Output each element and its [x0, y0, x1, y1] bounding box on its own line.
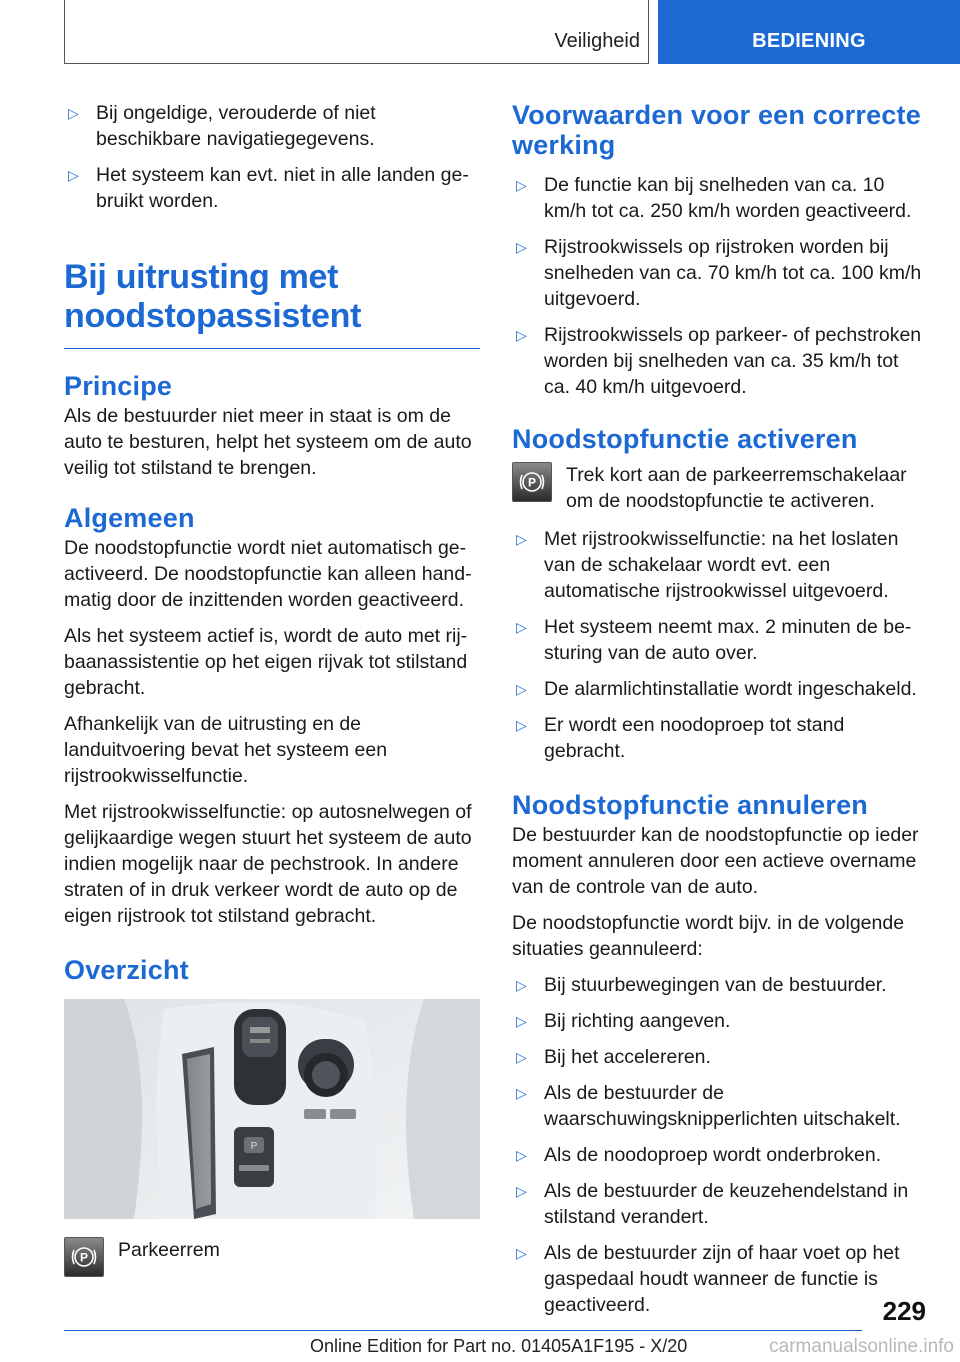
bullet-item: ▷ Bij het accelereren. [512, 1044, 928, 1070]
bullet-item: ▷ Het systeem neemt max. 2 minuten de besturing van de auto over. [512, 614, 928, 666]
activation-instruction [512, 462, 928, 514]
triangle-bullet-icon: ▷ [516, 1147, 527, 1163]
annuleren-paragraph: De bestuurder kan de noodstopfunctie op ieder moment annuleren door een actieve overname van de controle van de auto. [512, 824, 919, 898]
page-number: 229 [882, 1296, 926, 1326]
header-chapter-tab: BEDIENING [658, 0, 960, 64]
parking-brake-label: Parkeerrem [118, 1239, 220, 1261]
svg-text:P: P [527, 475, 537, 490]
triangle-bullet-icon: ▷ [516, 1049, 527, 1065]
watermark: carmanualsonline.info [769, 1336, 954, 1357]
triangle-bullet-icon: ▷ [516, 531, 527, 547]
triangle-bullet-icon: ▷ [68, 167, 79, 183]
footer-divider [64, 1330, 862, 1331]
triangle-bullet-icon: ▷ [516, 177, 527, 193]
algemeen-paragraph: Afhankelijk van de uitrusting en de landuitvoering bevat het systeem een rijstrookwisselfunctie. [64, 713, 388, 787]
svg-text:P: P [79, 1250, 89, 1265]
triangle-bullet-icon: ▷ [516, 619, 527, 635]
triangle-bullet-icon: ▷ [68, 105, 79, 121]
triangle-bullet-icon: ▷ [516, 239, 527, 255]
center-console-photo [64, 999, 480, 1219]
bullet-item: ▷ Als de bestuurder de waarschuwingsknipperlichten uitschakelt. [512, 1080, 928, 1132]
triangle-bullet-icon: ▷ [516, 1085, 527, 1101]
bullet-item: ▷ Als de bestuurder de keuzehendelstand in stilstand verandert. [512, 1178, 928, 1230]
triangle-bullet-icon: ▷ [516, 1245, 527, 1261]
svg-text:P: P [250, 1141, 258, 1152]
parking-brake-icon [64, 1237, 104, 1277]
triangle-bullet-icon: ▷ [516, 717, 527, 733]
heading-algemeen: Algemeen [64, 503, 195, 533]
heading-activeren: Noodstopfunctie activeren [512, 424, 858, 454]
heading-voorwaarden: Voorwaarden voor een correcte werking [512, 100, 921, 160]
heading-principe: Principe [64, 371, 173, 401]
bullet-item: ▷ Er wordt een noodoproep tot stand gebracht. [512, 712, 928, 764]
bullet-item: ▷ Met rijstrookwisselfunctie: na het loslaten van de schakelaar wordt evt. een automatische rijstrookwissel uitgevoerd. [512, 526, 928, 604]
bullet-item: ▷ Als de bestuurder zijn of haar voet op het gaspedaal houdt wanneer de functie is geactiveerd. [512, 1240, 928, 1318]
bullet-item: ▷ De alarmlichtinstallatie wordt ingeschakeld. [512, 676, 928, 702]
algemeen-paragraph: Als het systeem actief is, wordt de auto met rijbaanassistentie op het eigen rijvak tot stilstand gebracht. [64, 625, 468, 699]
left-column [64, 100, 480, 1277]
bullet-item: ▷ De functie kan bij snelheden van ca. 10 km/h tot ca. 250 km/h worden geactiveerd. [512, 172, 928, 224]
principe-text: Als de bestuurder niet meer in staat is om de auto te besturen, helpt het systeem om de auto veilig tot stilstand te brengen. [64, 405, 472, 479]
algemeen-paragraph: Met rijstrookwisselfunctie: op autosnelwegen of gelijkaardige wegen stuurt het systeem de auto indien mogelijk naar de pechstrook. In andere straten of in druk verkeer wordt de auto op de eigen rijstrook tot stilstand gebracht. [64, 801, 472, 927]
triangle-bullet-icon: ▷ [516, 977, 527, 993]
right-column [512, 100, 928, 1328]
header-section-title: Veiligheid [554, 30, 640, 52]
triangle-bullet-icon: ▷ [516, 681, 527, 697]
bullet-item: ▷ Bij richting aangeven. [512, 1008, 928, 1034]
bullet-item: ▷ Bij ongeldige, verouderde of niet beschikbare navigatiegegevens. [64, 100, 480, 152]
heading-annuleren: Noodstopfunctie annuleren [512, 790, 868, 820]
triangle-bullet-icon: ▷ [516, 1183, 527, 1199]
parking-brake-icon [512, 462, 552, 502]
bullet-item: ▷ Rijstrookwissels op rijstroken worden bij snelheden van ca. 70 km/h tot ca. 100 km/h uitgevoerd. [512, 234, 928, 312]
bullet-item: ▷ Als de noodoproep wordt onderbroken. [512, 1142, 928, 1168]
parking-brake-legend [64, 1237, 480, 1277]
activation-text: Trek kort aan de parkeerremschakelaar om de noodstopfunctie te activeren. [566, 464, 907, 512]
bullet-item: ▷ Het systeem kan evt. niet in alle landen gebruikt worden. [64, 162, 480, 214]
main-section-title: Bij uitrusting met noodstopassistent [64, 258, 480, 349]
triangle-bullet-icon: ▷ [516, 1013, 527, 1029]
annuleren-paragraph: De noodstopfunctie wordt bijv. in de volgende situaties geannuleerd: [512, 912, 905, 960]
bullet-item: ▷ Bij stuurbewegingen van de bestuurder. [512, 972, 928, 998]
footer-edition: Online Edition for Part no. 01405A1F195 - X/20 [310, 1336, 688, 1356]
heading-overzicht: Overzicht [64, 955, 189, 985]
algemeen-paragraph: De noodstopfunctie wordt niet automatisch geactiveerd. De noodstopfunctie kan alleen handmatig door de inzittenden worden geactiveerd. [64, 537, 472, 611]
bullet-item: ▷ Rijstrookwissels op parkeer- of pechstroken worden bij snelheden van ca. 35 km/h tot ca. 40 km/h uitgevoerd. [512, 322, 928, 400]
triangle-bullet-icon: ▷ [516, 327, 527, 343]
